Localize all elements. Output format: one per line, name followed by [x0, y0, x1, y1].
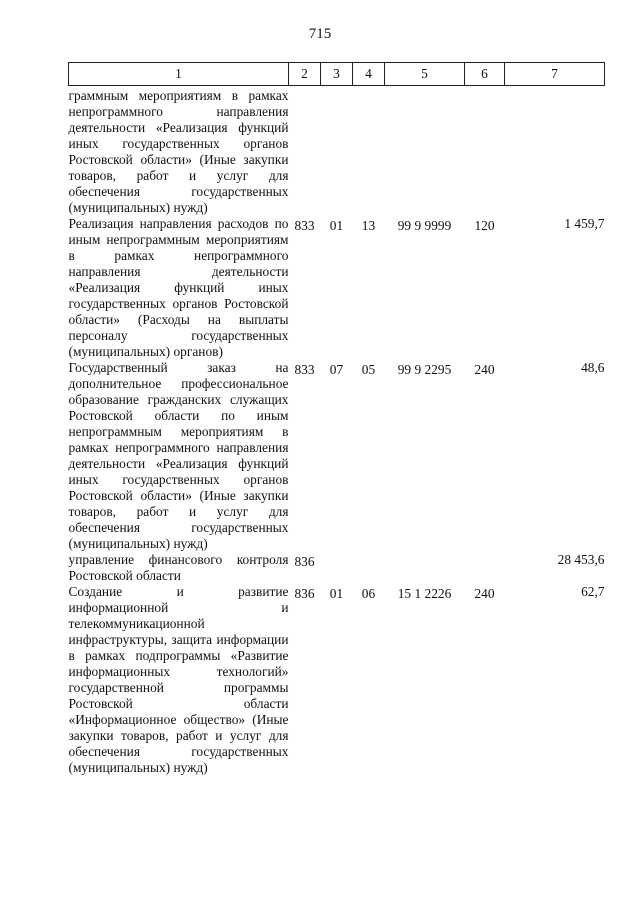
- row-name: Государственный заказ на дополнительное профессиональное образование гражданских служащих Ростовской области по иным непрограммным мероприятиям в рамках непрограммного направления деятельности «Реализация функций иных государственных органов Ростовской области» (Иные закупки товаров, работ и услуг для обеспечения государственных (муниципальных) нужд): [68, 360, 289, 551]
- row-target: 99 9 2295: [397, 362, 452, 377]
- header-cell-col3: 3: [321, 63, 353, 86]
- table-row: [69, 584, 605, 776]
- row-name: управление финансового контроля Ростовской области: [68, 552, 289, 583]
- row-amount: 28 453,6: [557, 552, 605, 567]
- row-amount: 62,7: [581, 584, 605, 599]
- header-cell-col7: 7: [505, 63, 605, 86]
- row-ministry: 836: [294, 586, 315, 601]
- header-cell-col2: 2: [289, 63, 321, 86]
- row-ministry: 833: [294, 218, 315, 233]
- row-section: 01: [329, 218, 344, 233]
- header-cell-col5: 5: [385, 63, 465, 86]
- row-target: 99 9 9999: [397, 218, 452, 233]
- row-amount: 48,6: [581, 360, 605, 375]
- row-target: [385, 86, 465, 217]
- budget-table: [68, 62, 605, 776]
- row-subsection: [353, 86, 385, 217]
- row-section: [321, 86, 353, 217]
- row-name: Создание и развитие информационной и телекоммуникационной инфраструктуры, защита информации в рамках подпрограммы «Развитие информационных технологий» государственной программы Ростовской области «Информационное общество» (Иные закупки товаров, работ и услуг для обеспечения государственных (муниципальных) нужд): [68, 584, 289, 775]
- header-cell-col1: 1: [69, 63, 289, 86]
- row-amount: [505, 86, 605, 217]
- row-target: 15 1 2226: [397, 586, 452, 601]
- row-expense-type: 240: [474, 362, 495, 377]
- row-expense-type: 240: [474, 586, 495, 601]
- table-row: [69, 216, 605, 360]
- row-ministry: 833: [294, 362, 315, 377]
- row-subsection: 13: [361, 218, 376, 233]
- row-subsection: 06: [361, 586, 376, 601]
- row-subsection: [353, 552, 385, 584]
- page-number: 715: [308, 26, 332, 42]
- table-row: [69, 360, 605, 552]
- row-ministry: 836: [294, 554, 315, 569]
- table-row: [69, 552, 605, 584]
- row-ministry: [289, 86, 321, 217]
- header-cell-col4: 4: [353, 63, 385, 86]
- header-cell-col6: 6: [465, 63, 505, 86]
- table-row: [69, 86, 605, 217]
- row-section: 01: [329, 586, 344, 601]
- row-expense-type: [465, 552, 505, 584]
- row-expense-type: 120: [474, 218, 495, 233]
- header-row: [69, 63, 605, 86]
- row-section: 07: [329, 362, 344, 377]
- row-target: [385, 552, 465, 584]
- row-subsection: 05: [361, 362, 376, 377]
- row-section: [321, 552, 353, 584]
- row-name: граммным мероприятиям в рамках непрограммного направления деятельности «Реализация функций иных государственных органов Ростовской области» (Иные закупки товаров, работ и услуг для обеспечения государственных (муниципальных) нужд): [68, 88, 289, 215]
- row-amount: 1 459,7: [564, 216, 605, 231]
- row-expense-type: [465, 86, 505, 217]
- row-name: Реализация направления расходов по иным непрограммным мероприятиям в рамках непрограммного направления деятельности «Реализация функций иных государственных органов Ростовской области» (Расходы на выплаты персоналу государственных (муниципальных) органов): [68, 216, 289, 359]
